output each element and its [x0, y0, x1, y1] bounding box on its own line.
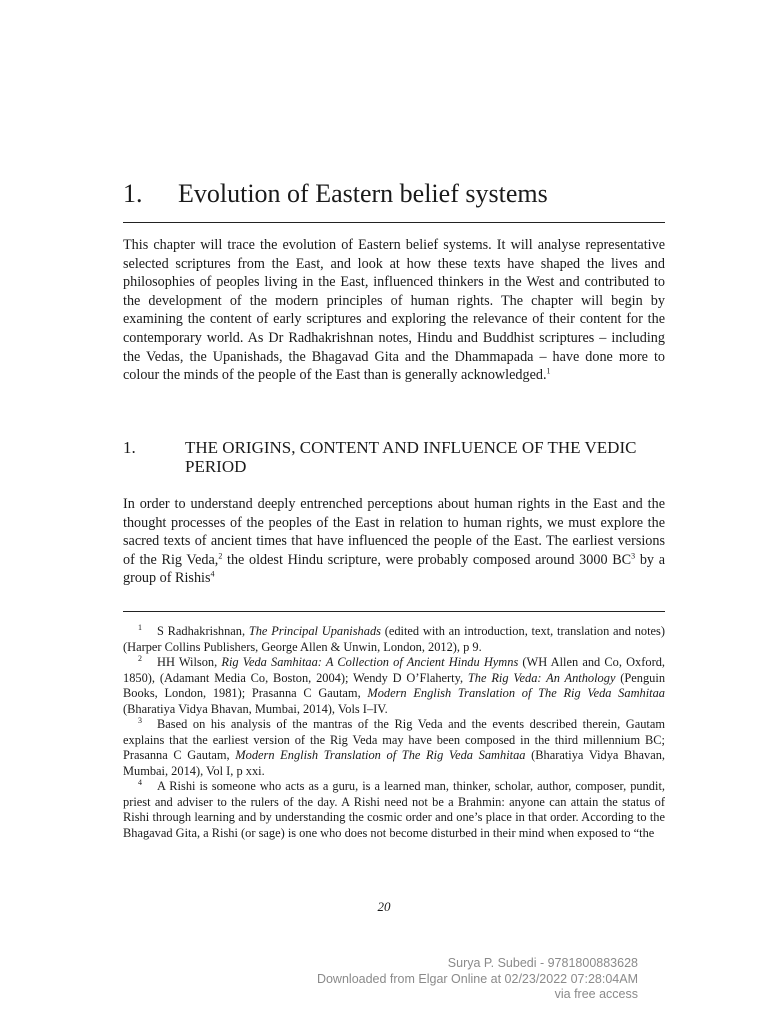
- footnote-1: 1 S Radhakrishnan, The Principal Upanishads (edited with an introduction, text, translation and notes) (Harper Collins Publishers, George Allen & Unwin, London, 2012), p 9.: [123, 622, 665, 654]
- footnote-3-pre: Based on his analysis of the mantras of the Rig Veda and the events described therein, Gautam explains that the earliest version of the Rig Veda may have been composed in the third millennium BC; Prasanna C Gautam,: [123, 717, 665, 762]
- footnote-3-post: (Bharatiya Vidya Bhavan, Mumbai, 2014), Vol I, p xxi.: [123, 748, 666, 778]
- page-number: 20: [377, 899, 391, 914]
- footnote-ref-2[interactable]: 2: [218, 551, 223, 561]
- section-text-2: the oldest Hindu scripture, were probably composed around 3000 BC: [222, 551, 632, 568]
- footnote-3: 3 Based on his analysis of the mantras of the Rig Veda and the events described therein, Gautam explains that the earliest version of the Rig Veda may have been composed in the third millennium BC; Prasanna C Gautam, Modern English Translation of The Rig Veda Samhitaa (Bharatiya Vidya Bhavan, Mumbai, 2014), Vol I, p xxi.: [123, 715, 666, 778]
- download-watermark: [317, 956, 638, 1003]
- footnote-2: 2 HH Wilson, Rig Veda Samhitaa: A Collection of Ancient Hindu Hymns (WH Allen and Co, Oxford, 1850), (Adamant Media Co, Boston, 2004); Wendy D O’Flaherty, The Rig Veda: An Anthology (Penguin Books, London, 1981); Prasanna C Gautam, Modern English Translation of The Rig Veda Samhitaa (Bharatiya Vidya Bhavan, Mumbai, 2014), Vols I–IV.: [123, 653, 666, 716]
- watermark-line-1: Surya P. Subedi - 9781800883628: [447, 956, 638, 970]
- heading-rule: [123, 222, 665, 223]
- footnote-1-title: The Principal Upanishads: [248, 624, 381, 638]
- chapter-title: Evolution of Eastern belief systems: [178, 179, 548, 208]
- footnote-rule: [123, 611, 665, 612]
- intro-paragraph: [123, 236, 665, 385]
- footnote-2-pre: HH Wilson,: [157, 655, 222, 669]
- footnote-2-post: (Bharatiya Vidya Bhavan, Mumbai, 2014), Vols I–IV.: [123, 701, 388, 716]
- chapter-number: 1.: [123, 179, 143, 208]
- footnotes: [123, 624, 665, 841]
- footnote-2-mid-2: (Penguin Books, London, 1981); Prasanna C Gautam,: [123, 670, 666, 700]
- footnote-1-pre: S Radhakrishnan,: [157, 624, 249, 638]
- section-text-1: In order to understand deeply entrenched perceptions about human rights in the East and the thought processes of the peoples of the East in relation to human rights, we must explore the sacred texts of ancient times that have influenced the people of the East. The earliest versions of the Rig Veda,: [123, 496, 665, 568]
- footnote-2-title-3: Modern English Translation of The Rig Veda Samhitaa: [367, 686, 665, 700]
- section-number: 1.: [123, 438, 136, 457]
- intro-text: This chapter will trace the evolution of Eastern belief systems. It will analyse representative selected scriptures from the East, and look at how these texts have shaped the lives and philosophies of peoples living in the East, influenced thinkers in the West and contributed to the development of the modern principles of human rights. The chapter will begin by examining the content of early scriptures and exploring the relevance of their content for the contemporary world. As Dr Radhakrishnan notes, Hindu and Buddhist scriptures – including the Vedas, the Upanishads, the Bhagavad Gita and the Dhammapada – have done more to colour the minds of the people of the East than is generally acknowledged.: [123, 237, 665, 384]
- section-paragraph: [123, 495, 665, 588]
- footnote-1-post: (edited with an introduction, text, translation and notes) (Harper Collins Publishers, George Allen & Unwin, London, 2012), p 9.: [123, 624, 665, 654]
- section-text-3: by a group of Rishis: [123, 551, 665, 587]
- watermark-line-3: via free access: [554, 987, 638, 1001]
- footnote-4: 4 A Rishi is someone who acts as a guru, is a learned man, thinker, scholar, author, composer, pundit, priest and adviser to the rulers of the day. A Rishi need not be a Brahmin: anyone can attain the status of Rishi through learning and by understanding the cosmic order and one’s place in that order. According to the Bhagavad Gita, a Rishi (or sage) is one who does not become disturbed in their mind when exposed to “the: [123, 777, 665, 840]
- footnote-ref-1[interactable]: 1: [546, 366, 551, 376]
- chapter-heading: [123, 178, 638, 210]
- footnote-3-title: Modern English Translation of The Rig Veda Samhitaa: [235, 748, 526, 762]
- footnote-ref-4[interactable]: 4: [210, 569, 215, 579]
- watermark-line-2: Downloaded from Elgar Online at 02/23/2022 07:28:04AM: [316, 971, 638, 986]
- footnote-2-title-1: Rig Veda Samhitaa: A Collection of Ancient Hindu Hymns: [221, 655, 519, 669]
- footnote-4-text: A Rishi is someone who acts as a guru, is a learned man, thinker, scholar, author, composer, pundit, priest and adviser to the rulers of the day. A Rishi need not be a Brahmin: anyone can attain the status of Rishi through learning and by understanding the cosmic order and one’s place in that order. According to the Bhagavad Gita, a Rishi (or sage) is one who does not become disturbed in their mind when exposed to “the: [123, 779, 665, 840]
- footnote-2-mid-1: (WH Allen and Co, Oxford, 1850), (Adamant Media Co, Boston, 2004); Wendy D O’Flaherty,: [123, 655, 665, 685]
- footnote-ref-3[interactable]: 3: [631, 551, 636, 561]
- footnote-2-title-2: The Rig Veda: An Anthology: [467, 670, 616, 685]
- section-title: THE ORIGINS, CONTENT AND INFLUENCE OF THE VEDIC PERIOD: [185, 438, 637, 476]
